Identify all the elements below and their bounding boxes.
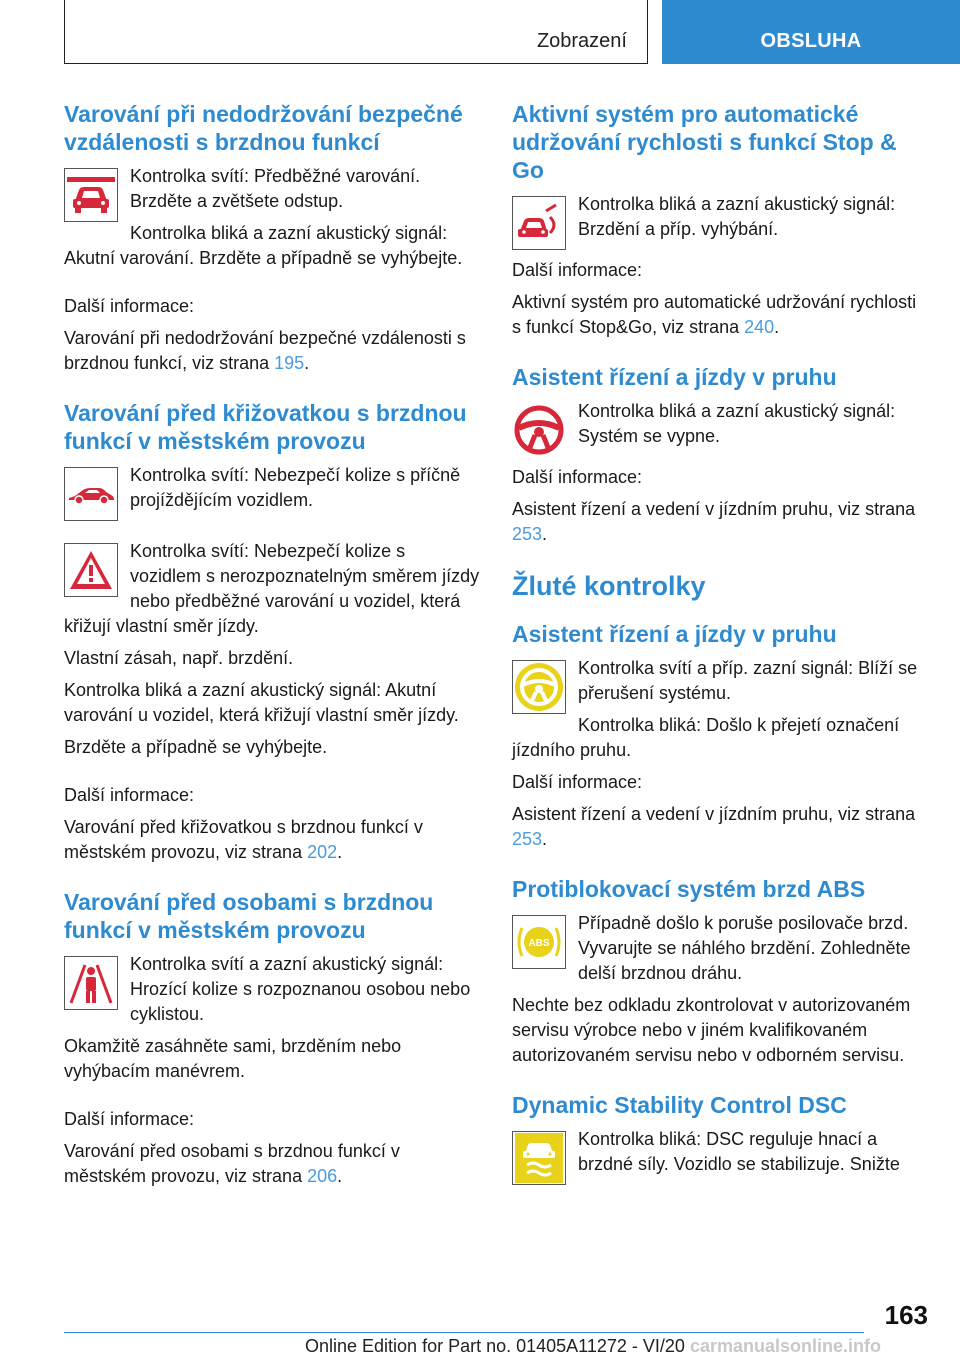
- cross-reference: Asistent řízení a vedení v jízdním pruhu, viz strana 253.: [512, 804, 916, 849]
- right-column: [512, 100, 928, 1193]
- paragraph: Kontrolka svítí: Nebezpečí kolize s příčně projíždějícím vozidlem.: [130, 465, 461, 510]
- pedestrian-warning-icon: [64, 956, 118, 1010]
- heading-dsc: Dynamic Stability Control DSC: [512, 1092, 847, 1118]
- cross-reference: Asistent řízení a vedení v jízdním pruhu, viz strana 253.: [512, 499, 916, 544]
- abs-icon: [512, 915, 566, 969]
- paragraph: Kontrolka bliká a zazní akustický signál: Systém se vypne.: [578, 401, 896, 446]
- paragraph: Kontrolka bliká a zazní akustický signál: Akutní varování u vozidel, která křižují vlastní směr jízdy.: [64, 680, 459, 725]
- paragraph: Kontrolka svítí a zazní akustický signál: Hrozící kolize s rozpoznanou osobou nebo cyklistou.: [130, 954, 471, 1024]
- footer-watermark: carmanualsonline.info: [690, 1336, 882, 1356]
- more-info-label: Další informace:: [64, 1109, 195, 1129]
- paragraph: Kontrolka bliká: Došlo k přejetí označení jízdního pruhu.: [512, 715, 900, 760]
- page-link[interactable]: 202: [307, 842, 338, 862]
- header-section-box: [64, 0, 648, 64]
- crossing-car-icon: [64, 467, 118, 521]
- more-info-label: Další informace:: [512, 772, 643, 792]
- heading-distance-warning: Varování při nedodržování bezpečné vzdálenosti s brzdnou funkcí: [64, 101, 463, 155]
- heading-yellow-indicators: Žluté kontrolky: [512, 571, 706, 601]
- paragraph: Vlastní zásah, např. brzdění.: [64, 648, 294, 668]
- page-link[interactable]: 206: [307, 1166, 338, 1186]
- more-info-label: Další informace:: [64, 296, 195, 316]
- car-collision-warning-icon: [64, 168, 118, 222]
- footer-divider: [64, 1332, 864, 1333]
- heading-pedestrian-warning: Varování před osobami s brzdnou funkcí v městském provozu: [64, 889, 434, 943]
- paragraph: Kontrolka svítí a příp. zazní signál: Blíží se přerušení systému.: [578, 658, 918, 703]
- paragraph: Kontrolka svítí: Předběžné varování. Brzděte a zvětšete odstup.: [130, 166, 421, 211]
- paragraph: Brzděte a případně se vyhýbejte.: [64, 737, 328, 757]
- page-number: 163: [884, 1300, 928, 1330]
- dsc-icon: [512, 1131, 566, 1185]
- header-section-title: Zobrazení: [536, 30, 627, 52]
- acc-collision-icon: [512, 196, 566, 250]
- more-info-label: Další informace:: [512, 467, 643, 487]
- cross-reference: Varování před osobami s brzdnou funkcí v městském provozu, viz strana 206.: [64, 1141, 400, 1186]
- warning-triangle-icon: [64, 543, 118, 597]
- paragraph: Kontrolka svítí: Nebezpečí kolize s vozidlem s nerozpoznatelným směrem jízdy nebo předběžné varování u vozidel, která křižují vlastní směr jízdy.: [64, 541, 480, 636]
- paragraph: Kontrolka bliká: DSC reguluje hnací a brzdné síly. Vozidlo se stabilizuje. Snižte: [578, 1129, 900, 1174]
- steering-wheel-yellow-icon: [512, 660, 566, 714]
- heading-abs: Protiblokovací systém brzd ABS: [512, 876, 866, 902]
- more-info-label: Další informace:: [512, 260, 643, 280]
- heading-lane-assist-red: Asistent řízení a jízdy v pruhu: [512, 364, 837, 390]
- paragraph: Kontrolka bliká a zazní akustický signál: Brzdění a příp. vyhýbání.: [578, 194, 896, 239]
- page-link[interactable]: 240: [744, 317, 775, 337]
- header-chapter-tab: OBSLUHA: [662, 0, 960, 64]
- heading-acc-stop-go: Aktivní systém pro automatické udržování rychlosti s funkcí Stop & Go: [512, 101, 897, 183]
- footer-edition: Online Edition for Part no. 01405A11272 - VI/20: [305, 1336, 685, 1356]
- page-link[interactable]: 253: [512, 524, 543, 544]
- page-link[interactable]: 195: [274, 353, 305, 373]
- heading-lane-assist-yellow: Asistent řízení a jízdy v pruhu: [512, 621, 837, 647]
- paragraph: Okamžitě zasáhněte sami, brzděním nebo vyhýbacím manévrem.: [64, 1036, 402, 1081]
- paragraph: Kontrolka bliká a zazní akustický signál: Akutní varování. Brzděte a případně se vyhýbejte.: [64, 223, 463, 268]
- more-info-label: Další informace:: [64, 785, 195, 805]
- paragraph: Nechte bez odkladu zkontrolovat v autorizovaném servisu výrobce nebo v jiném kvalifikovaném autorizovaném servisu nebo v odborném servisu.: [512, 995, 911, 1065]
- abs-icon-text: ABS: [528, 938, 550, 949]
- cross-reference: Varování při nedodržování bezpečné vzdálenosti s brzdnou funkcí, viz strana 195.: [64, 328, 466, 373]
- cross-reference: Aktivní systém pro automatické udržování rychlosti s funkcí Stop&Go, viz strana 240.: [512, 292, 917, 337]
- heading-crossing-warning: Varování před křižovatkou s brzdnou funkcí v městském provozu: [64, 400, 467, 454]
- cross-reference: Varování před křižovatkou s brzdnou funkcí v městském provozu, viz strana 202.: [64, 817, 423, 862]
- left-column: [64, 100, 480, 1196]
- page-link[interactable]: 253: [512, 829, 543, 849]
- steering-wheel-red-icon: [512, 403, 566, 457]
- paragraph: Případně došlo k poruše posilovače brzd. Vyvarujte se náhlého brzdění. Zohledněte delší brzdnou dráhu.: [578, 913, 911, 983]
